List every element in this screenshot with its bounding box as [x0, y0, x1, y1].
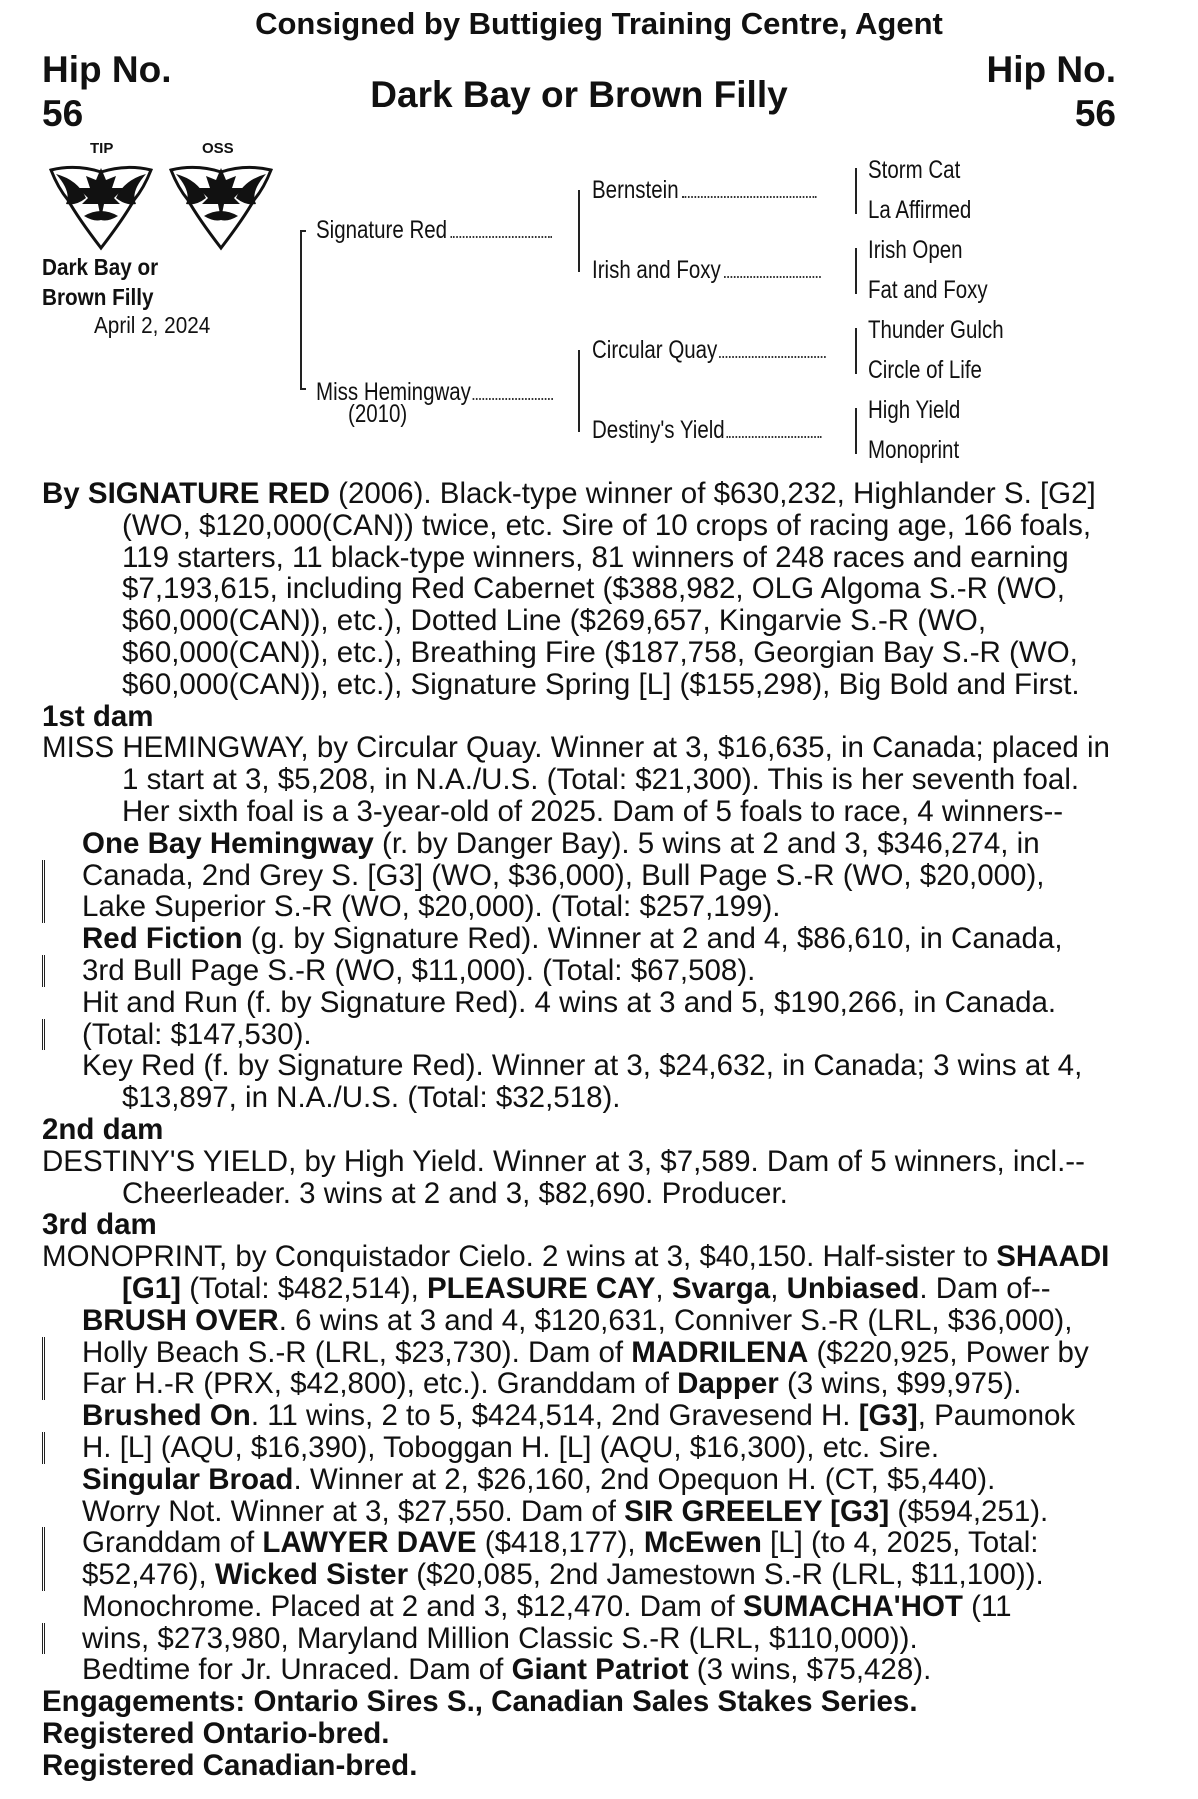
first-dam-intro: MISS HEMINGWAY, by Circular Quay. Winner at 3, $16,635, in Canada; placed in 1 start at 3, $5,208, in N.A./U.S. (Total: $21,300). This is her seventh foal. Her sixth foal is a 3-year-old of 2025. Dam of 5 foals to race, 4 winners--: [42, 731, 1110, 828]
pedigree-dam-year: (2010): [348, 400, 408, 428]
pedigree-g3-5: Thunder Gulch: [868, 316, 1004, 344]
pedigree-g3-1: Storm Cat: [868, 156, 961, 184]
pedigree-bracket: [855, 168, 857, 214]
foaling-date: April 2, 2024: [94, 312, 211, 338]
produce-hit-and-run: Hit and Run (f. by Signature Red). 4 wins at 3 and 5, $190,266, in Canada.: [82, 985, 1057, 1019]
second-dam-heading: 2nd dam: [42, 1112, 164, 1146]
pedigree-sire-dam: Irish and Foxy: [592, 256, 821, 285]
pedigree-g3-3: Irish Open: [868, 236, 963, 264]
consignor-line: Consigned by Buttigieg Training Centre, Agent: [255, 6, 943, 41]
color-sex: [42, 252, 158, 312]
pedigree-sire: Signature Red: [316, 216, 552, 245]
pedigree-g3-8: Monoprint: [868, 436, 960, 464]
produce-worry-not-cont: Granddam of LAWYER DAVE ($418,177), McEwen [L] (to 4, 2025, Total: $52,476), Wicked Sister ($20,085, 2nd Jamestown S.-R (LRL, $11,100)).: [42, 1527, 1114, 1591]
pedigree-dam-sire: Circular Quay: [592, 336, 826, 365]
second-dam-intro: DESTINY'S YIELD, by High Yield. Winner at 3, $7,589. Dam of 5 winners, incl.-- Cheerleader. 3 wins at 2 and 3, $82,690. Producer.: [42, 1144, 1085, 1210]
pedigree-tick: [300, 230, 306, 232]
pedigree-bracket: [855, 408, 857, 454]
registration-canadian: Registered Canadian-bred.: [42, 1748, 418, 1782]
produce-brush-over: BRUSH OVER. 6 wins at 3 and 4, $120,631, Conniver S.-R (LRL, $36,000),: [82, 1303, 1073, 1337]
color-sex-line2: Brown Filly: [42, 284, 154, 310]
produce-bedtime-for-jr: Bedtime for Jr. Unraced. Dam of Giant Patriot (3 wins, $75,428).: [82, 1653, 932, 1687]
pedigree-g3-7: High Yield: [868, 396, 961, 424]
hip-label: Hip No.: [42, 49, 172, 90]
produce-worry-not: Worry Not. Winner at 3, $27,550. Dam of SIR GREELEY [G3] ($594,251).: [82, 1494, 1049, 1528]
registration-ontario: Registered Ontario-bred.: [42, 1717, 390, 1751]
tip-logo-icon: [46, 158, 156, 252]
pedigree-bracket: [578, 190, 580, 272]
produce-brushed-on: Brushed On. 11 wins, 2 to 5, $424,514, 2nd Gravesend H. [G3], Paumonok: [82, 1399, 1076, 1433]
hip-number: 56: [1074, 93, 1116, 134]
pedigree-bracket: [300, 230, 302, 390]
produce-brush-over-cont: Holly Beach S.-R (LRL, $23,730). Dam of MADRILENA ($220,925, Power by Far H.-R (PRX, $42,800), etc.). Granddam of Dapper (3 wins, $99,975).: [42, 1337, 1114, 1401]
produce-monochrome-cont: wins, $273,980, Maryland Million Classic S.-R (LRL, $110,000)).: [42, 1623, 1114, 1655]
produce-key-red: Key Red (f. by Signature Red). Winner at 3, $24,632, in Canada; 3 wins at 4, $13,897, in N.A./U.S. (Total: $32,518).: [82, 1049, 1083, 1115]
oss-logo-icon: [166, 158, 276, 252]
pedigree-dam-dam: Destiny's Yield: [592, 416, 821, 445]
color-sex-line1: Dark Bay or: [42, 254, 159, 280]
oss-label: OSS: [202, 140, 234, 157]
pedigree-bracket: [855, 328, 857, 374]
pedigree-g3-6: Circle of Life: [868, 356, 982, 384]
sire-paragraph: By SIGNATURE RED (2006). Black-type winner of $630,232, Highlander S. [G2] (WO, $120,000(CAN)) twice, etc. Sire of 10 crops of racing age, 166 foals, 119 starters, 11 black-type winners, 81 winners of 248 races and earning $7,193,615, including Red Cabernet ($388,982, OLG Algoma S.-R (WO, $60,000(CAN)), etc.), Dotted Line ($269,657, Kingarvie S.-R (WO, $60,000(CAN)), etc.), Breathing Fire ($187,758, Georgian Bay S.-R (WO, $60,000(CAN)), etc.), Signature Spring [L] ($155,298), Big Bold and First.: [42, 477, 1096, 701]
produce-brushed-on-cont: H. [L] (AQU, $16,390), Toboggan H. [L] (AQU, $16,300), etc. Sire.: [42, 1432, 1114, 1464]
engagements: Engagements: Ontario Sires S., Canadian Sales Stakes Series.: [42, 1685, 918, 1719]
third-dam-intro: MONOPRINT, by Conquistador Cielo. 2 wins at 3, $40,150. Half-sister to SHAADI [G1] (Total: $482,514), PLEASURE CAY, Svarga, Unbiased. Dam of--: [42, 1240, 1110, 1305]
produce-monochrome: Monochrome. Placed at 2 and 3, $12,470. Dam of SUMACHA'HOT (11: [82, 1589, 1012, 1623]
third-dam-heading: 3rd dam: [42, 1208, 157, 1242]
pedigree-bracket: [578, 350, 580, 432]
produce-hit-and-run-cont: (Total: $147,530).: [42, 1019, 1114, 1051]
produce-one-bay-hemingway-cont: Canada, 2nd Grey S. [G3] (WO, $36,000), Bull Page S.-R (WO, $20,000), Lake Superior S.-R (WO, $20,000). (Total: $257,199).: [42, 860, 1114, 924]
hip-number: 56: [42, 93, 84, 134]
produce-red-fiction-cont: 3rd Bull Page S.-R (WO, $11,000). (Total: $67,508).: [42, 955, 1114, 987]
pedigree-sire-sire: Bernstein: [592, 176, 816, 205]
hip-label: Hip No.: [986, 49, 1116, 90]
produce-singular-broad: Singular Broad. Winner at 2, $26,160, 2nd Opequon H. (CT, $5,440).: [82, 1462, 996, 1496]
pedigree-g3-4: Fat and Foxy: [868, 276, 988, 304]
catalog-body: [42, 478, 1114, 1782]
tip-label: TIP: [90, 140, 114, 157]
produce-one-bay-hemingway: One Bay Hemingway (r. by Danger Bay). 5 wins at 2 and 3, $346,274, in: [82, 826, 1040, 860]
pedigree-bracket: [855, 248, 857, 294]
pedigree-tick: [300, 388, 306, 390]
page-title: Dark Bay or Brown Filly: [370, 74, 788, 115]
produce-red-fiction: Red Fiction (g. by Signature Red). Winner at 2 and 4, $86,610, in Canada,: [82, 922, 1063, 956]
first-dam-heading: 1st dam: [42, 699, 154, 733]
pedigree-dam: Miss Hemingway: [316, 378, 553, 407]
pedigree-g3-2: La Affirmed: [868, 196, 972, 224]
